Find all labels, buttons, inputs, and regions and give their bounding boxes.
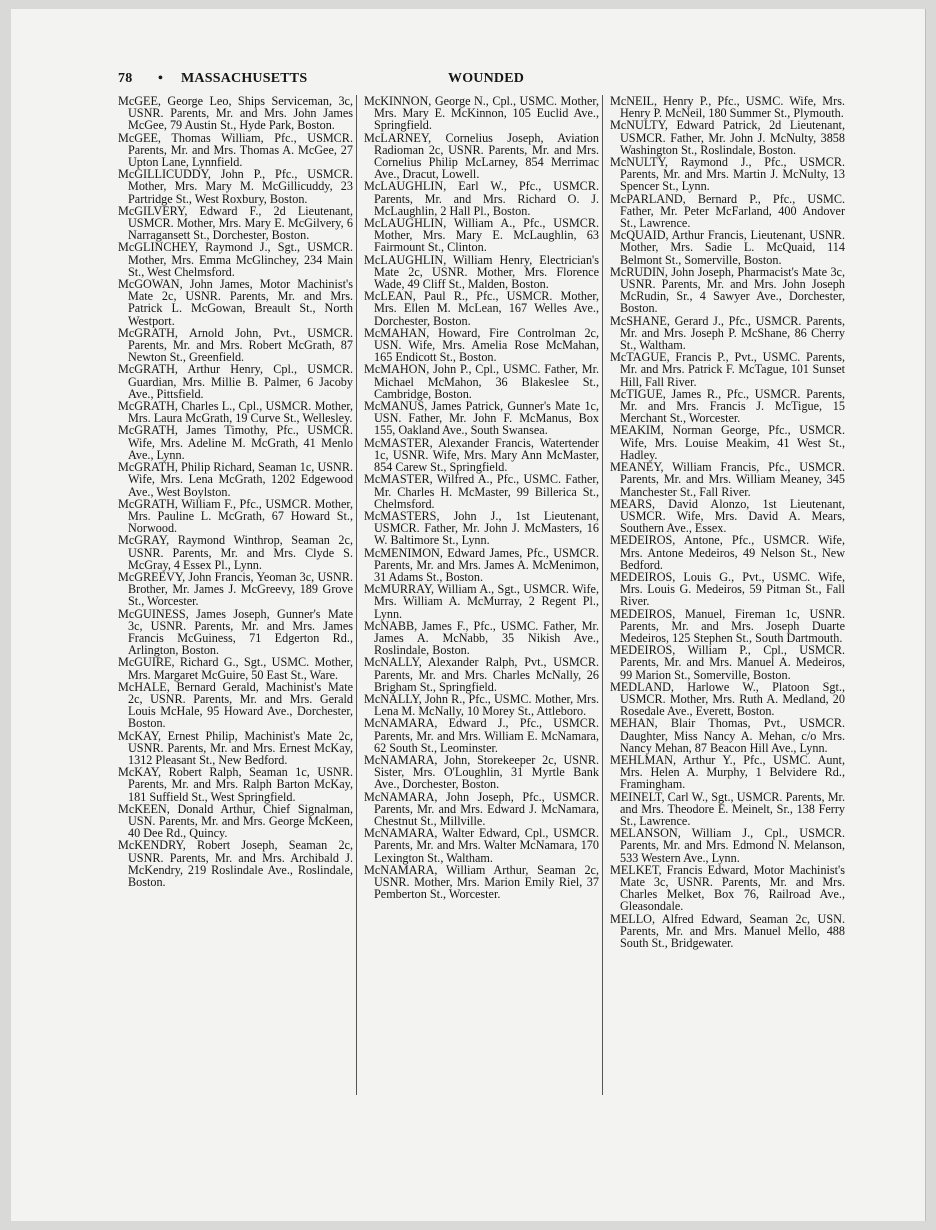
casualty-entry: McGLINCHEY, Raymond J., Sgt., USMCR. Mother, Mrs. Emma McGlinchey, 234 Main St., West Chelmsford. — [118, 240, 353, 279]
casualty-entry: MELKET, Francis Edward, Motor Machinist's Mate 3c, USNR. Parents, Mr. and Mrs. Charles Melket, Box 76, Railroad Ave., Gleasondale. — [610, 862, 845, 914]
casualty-entry: McMENIMON, Edward James, Pfc., USMCR. Parents, Mr. and Mrs. James A. McMenimon, 31 Adams St., Boston. — [364, 545, 599, 584]
casualty-entry: McGRATH, Arnold John, Pvt., USMCR. Parents, Mr. and Mrs. Robert McGrath, 87 Newton St., Greenfield. — [118, 325, 353, 365]
page-header — [118, 71, 848, 89]
casualty-entry: MEINELT, Carl W., Sgt., USMCR. Parents, Mr. and Mrs. Theodore E. Meinelt, Sr., 138 Ferry St., Lawrence. — [610, 789, 845, 828]
casualty-entry: McNALLY, Alexander Ralph, Pvt., USMCR. Parents, Mr. and Mrs. Charles McNally, 26 Brigham St., Springfield. — [364, 655, 599, 694]
casualty-entry: MEHAN, Blair Thomas, Pvt., USMCR. Daughter, Miss Nancy A. Mehan, c/o Mrs. Nancy Mehan, 87 Beacon Hill Ave., Lynn. — [610, 716, 845, 755]
header-bullet: • — [158, 71, 164, 86]
page-number: 78 — [118, 71, 133, 86]
casualty-entry: MEDEIROS, Manuel, Fireman 1c, USNR. Parents, Mr. and Mrs. Joseph Duarte Medeiros, 125 Stephen St., South Dartmouth. — [610, 606, 845, 645]
casualty-entry: McLARNEY, Cornelius Joseph, Aviation Radioman 2c, USNR. Parents, Mr. and Mrs. Cornelius Philip McLarney, 854 Merrimac Ave., Dracut, Lowell. — [364, 130, 599, 182]
casualty-entry: McKINNON, George N., Cpl., USMC. Mother, Mrs. Mary E. McKinnon, 105 Euclid Ave., Springfield. — [364, 94, 599, 133]
casualty-entry: McLEAN, Paul R., Pfc., USMCR. Mother, Mrs. Ellen M. McLean, 167 Welles Ave., Dorchester, Boston. — [364, 289, 599, 328]
casualty-entry: McNAMARA, Walter Edward, Cpl., USMCR. Parents, Mr. and Mrs. Walter McNamara, 170 Lexington St., Waltham. — [364, 826, 599, 865]
casualty-entry: McQUAID, Arthur Francis, Lieutenant, USNR. Mother, Mrs. Sadie L. McQuaid, 114 Belmont St., Somerville, Boston. — [610, 228, 845, 267]
casualty-entry: McGUINESS, James Joseph, Gunner's Mate 3c, USNR. Parents, Mr. and Mrs. James Francis McGuiness, 71 Edgerton Rd., Arlington, Boston. — [118, 606, 353, 658]
casualty-entry: MEARS, David Alonzo, 1st Lieutenant, USMCR. Wife, Mrs. David A. Mears, Southern Ave., Essex. — [610, 496, 845, 536]
casualty-entry: MELANSON, William J., Cpl., USMCR. Parents, Mr. and Mrs. Edmond N. Melanson, 533 Western Ave., Lynn. — [610, 826, 845, 865]
casualty-entry: McGILVERY, Edward F., 2d Lieutenant, USMCR. Mother, Mrs. Mary E. McGilvery, 6 Narragansett St., Dorchester, Boston. — [118, 203, 353, 243]
casualty-entry: McGRATH, Philip Richard, Seaman 1c, USNR. Wife, Mrs. Lena McGrath, 1202 Edgewood Ave., West Boylston. — [118, 460, 353, 499]
casualty-entry: McGRAY, Raymond Winthrop, Seaman 2c, USNR. Parents, Mr. and Mrs. Clyde S. McGray, 4 Essex Pl., Lynn. — [118, 533, 353, 572]
casualty-entry: MEDEIROS, Antone, Pfc., USMCR. Wife, Mrs. Antone Medeiros, 49 Nelson St., New Bedford. — [610, 533, 845, 572]
casualty-entry: McMAHAN, Howard, Fire Controlman 2c, USN. Wife, Mrs. Amelia Rose McMahan, 165 Endicott St., Boston. — [364, 325, 599, 365]
casualty-entry: MELLO, Alfred Edward, Seaman 2c, USN. Parents, Mr. and Mrs. Manuel Mello, 488 South St., Bridgewater. — [610, 911, 845, 951]
casualty-entry: McMASTERS, John J., 1st Lieutenant, USMCR. Father, Mr. John J. McMasters, 16 W. Baltimore St., Lynn. — [364, 508, 599, 548]
casualty-entry: McNAMARA, John, Storekeeper 2c, USNR. Sister, Mrs. O'Loughlin, 31 Myrtle Bank Ave., Dorchester, Boston. — [364, 752, 599, 792]
casualty-entry: McNABB, James F., Pfc., USMC. Father, Mr. James A. McNabb, 35 Nikish Ave., Roslindale, Boston. — [364, 618, 599, 658]
casualty-entry: McMASTER, Alexander Francis, Watertender 1c, USNR. Wife, Mrs. Mary Ann McMaster, 854 Carew St., Springfield. — [364, 435, 599, 475]
casualty-entry: MEANEY, William Francis, Pfc., USMCR. Parents, Mr. and Mrs. William Meaney, 345 Manchester St., Fall River. — [610, 460, 845, 499]
casualty-entry: MEHLMAN, Arthur Y., Pfc., USMC. Aunt, Mrs. Helen A. Murphy, 1 Belvidere Rd., Framingham. — [610, 752, 845, 792]
casualty-entry: McLAUGHLIN, William A., Pfc., USMCR. Mother, Mrs. Mary E. McLaughlin, 63 Fairmount St., Clinton. — [364, 216, 599, 255]
casualty-entry: McMAHON, John P., Cpl., USMC. Father, Mr. Michael McMahon, 36 Blakeslee St., Cambridge, Boston. — [364, 362, 599, 401]
column-1 — [118, 95, 353, 888]
casualty-entry: McGOWAN, John James, Motor Machinist's Mate 2c, USNR. Parents, Mr. and Mrs. Patrick L. McGowan, Breault St., North Westport. — [118, 277, 353, 328]
casualty-entry: McMANUS, James Patrick, Gunner's Mate 1c, USN. Father, Mr. John F. McManus, Box 155, Oakland Ave., South Swansea. — [364, 399, 599, 438]
casualty-entry: McHALE, Bernard Gerald, Machinist's Mate 2c, USNR. Parents, Mr. and Mrs. Gerald Louis McHale, 95 Howard Ave., Dorchester, Boston. — [118, 679, 353, 731]
column-divider — [356, 95, 357, 1095]
casualty-entry: McTAGUE, Francis P., Pvt., USMC. Parents, Mr. and Mrs. Patrick F. McTague, 101 Sunset Hill, Fall River. — [610, 350, 845, 389]
casualty-entry: McGRATH, Charles L., Cpl., USMCR. Mother, Mrs. Laura McGrath, 19 Curve St., Wellesley. — [118, 399, 353, 426]
casualty-entry: McGREEVY, John Francis, Yeoman 3c, USNR. Brother, Mr. James J. McGreevy, 189 Grove St., Worcester. — [118, 569, 353, 609]
casualty-entry: McRUDIN, John Joseph, Pharmacist's Mate 3c, USNR. Parents, Mr. and Mrs. John Joseph McRudin, Sr., 4 Sawyer Ave., Dorchester, Boston. — [610, 264, 845, 316]
section-title: WOUNDED — [448, 71, 525, 86]
casualty-entry: McGRATH, Arthur Henry, Cpl., USMCR. Guardian, Mrs. Millie B. Palmer, 6 Jacoby Ave., Pittsfield. — [118, 362, 353, 401]
casualty-entry: McLAUGHLIN, Earl W., Pfc., USMCR. Parents, Mr. and Mrs. Richard O. J. McLaughlin, 2 Hall Pl., Boston. — [364, 179, 599, 218]
casualty-entry: MEDEIROS, Louis G., Pvt., USMC. Wife, Mrs. Louis G. Medeiros, 59 Pitman St., Fall River. — [610, 569, 845, 609]
casualty-entry: McGUIRE, Richard G., Sgt., USMC. Mother, Mrs. Margaret McGuire, 50 East St., Ware. — [118, 655, 353, 682]
casualty-entry: MEAKIM, Norman George, Pfc., USMCR. Wife, Mrs. Louise Meakim, 41 West St., Hadley. — [610, 423, 845, 462]
casualty-entry: McNAMARA, Edward J., Pfc., USMCR. Parents, Mr. and Mrs. William E. McNamara, 62 South St., Leominster. — [364, 716, 599, 755]
casualty-entry: McKAY, Robert Ralph, Seaman 1c, USNR. Parents, Mr. and Mrs. Ralph Barton McKay, 181 Suffield St., West Springfield. — [118, 765, 353, 804]
casualty-entry: McNAMARA, William Arthur, Seaman 2c, USNR. Mother, Mrs. Marion Emily Riel, 37 Pemberton St., Worcester. — [364, 862, 599, 902]
casualty-entry: McNAMARA, John Joseph, Pfc., USMCR. Parents, Mr. and Mrs. Edward J. McNamara, Chestnut St., Millville. — [364, 789, 599, 828]
casualty-entry: McGRATH, James Timothy, Pfc., USMCR. Wife, Mrs. Adeline M. McGrath, 41 Menlo Ave., Lynn. — [118, 423, 353, 462]
casualty-entry: McKEEN, Donald Arthur, Chief Signalman, USN. Parents, Mr. and Mrs. George McKeen, 40 Dee Rd., Quincy. — [118, 801, 353, 841]
casualty-entry: McKENDRY, Robert Joseph, Seaman 2c, USNR. Parents, Mr. and Mrs. Archibald J. McKendry, 219 Roslindale Ave., Roslindale, Boston. — [118, 838, 353, 889]
casualty-entry: McGEE, Thomas William, Pfc., USMCR. Parents, Mr. and Mrs. Thomas A. McGee, 27 Upton Lane, Lynnfield. — [118, 130, 353, 170]
casualty-entry: McKAY, Ernest Philip, Machinist's Mate 2c, USNR. Parents, Mr. and Mrs. Ernest McKay, 1312 Pleasant St., New Bedford. — [118, 728, 353, 767]
casualty-entry: McLAUGHLIN, William Henry, Electrician's Mate 2c, USNR. Mother, Mrs. Florence Wade, 49 Cliff St., Malden, Boston. — [364, 252, 599, 292]
casualty-entry: McNEIL, Henry P., Pfc., USMC. Wife, Mrs. Henry P. McNeil, 180 Summer St., Plymouth. — [610, 94, 845, 121]
casualty-entry: McPARLAND, Bernard P., Pfc., USMC. Father, Mr. Peter McFarland, 400 Andover St., Lawrence. — [610, 191, 845, 231]
column-divider — [602, 95, 603, 1095]
casualty-entry: McNULTY, Edward Patrick, 2d Lieutenant, USMCR. Father, Mr. John J. McNulty, 3858 Washington St., Roslindale, Boston. — [610, 118, 845, 157]
casualty-entry: McGRATH, William F., Pfc., USMCR. Mother, Mrs. Pauline L. McGrath, 67 Howard St., Norwood. — [118, 496, 353, 536]
casualty-entry: MEDEIROS, William P., Cpl., USMCR. Parents, Mr. and Mrs. Manuel A. Medeiros, 99 Marion St., Somerville, Boston. — [610, 643, 845, 682]
casualty-entry: McTIGUE, James R., Pfc., USMCR. Parents, Mr. and Mrs. Francis J. McTigue, 15 Merchant St., Worcester. — [610, 386, 845, 426]
state-title: MASSACHUSETTS — [181, 71, 308, 86]
casualty-entry: McNALLY, John R., Pfc., USMC. Mother, Mrs. Lena M. McNally, 10 Morey St., Attleboro. — [364, 691, 599, 719]
casualty-entry: McGEE, George Leo, Ships Serviceman, 3c, USNR. Parents, Mr. and Mrs. John James McGee, 79 Austin St., Hyde Park, Boston. — [118, 94, 353, 133]
column-3 — [610, 95, 845, 949]
casualty-entry: McSHANE, Gerard J., Pfc., USMCR. Parents, Mr. and Mrs. Joseph P. McShane, 86 Cherry St., Waltham. — [610, 313, 845, 353]
casualty-entry: McMASTER, Wilfred A., Pfc., USMC. Father, Mr. Charles H. McMaster, 99 Billerica St., Chelmsford. — [364, 472, 599, 511]
casualty-entry: MEDLAND, Harlowe W., Platoon Sgt., USMCR. Mother, Mrs. Ruth A. Medland, 20 Rosedale Ave., Everett, Boston. — [610, 679, 845, 719]
casualty-entry: McGILLICUDDY, John P., Pfc., USMCR. Mother, Mrs. Mary M. McGillicuddy, 23 Partridge St., West Roxbury, Boston. — [118, 167, 353, 206]
casualty-entry: McNULTY, Raymond J., Pfc., USMCR. Parents, Mr. and Mrs. Martin J. McNulty, 13 Spencer St., Lynn. — [610, 155, 845, 194]
column-2 — [364, 95, 599, 900]
casualty-entry: McMURRAY, William A., Sgt., USMCR. Wife, Mrs. William A. McMurray, 2 Regent Pl., Lynn. — [364, 582, 599, 621]
